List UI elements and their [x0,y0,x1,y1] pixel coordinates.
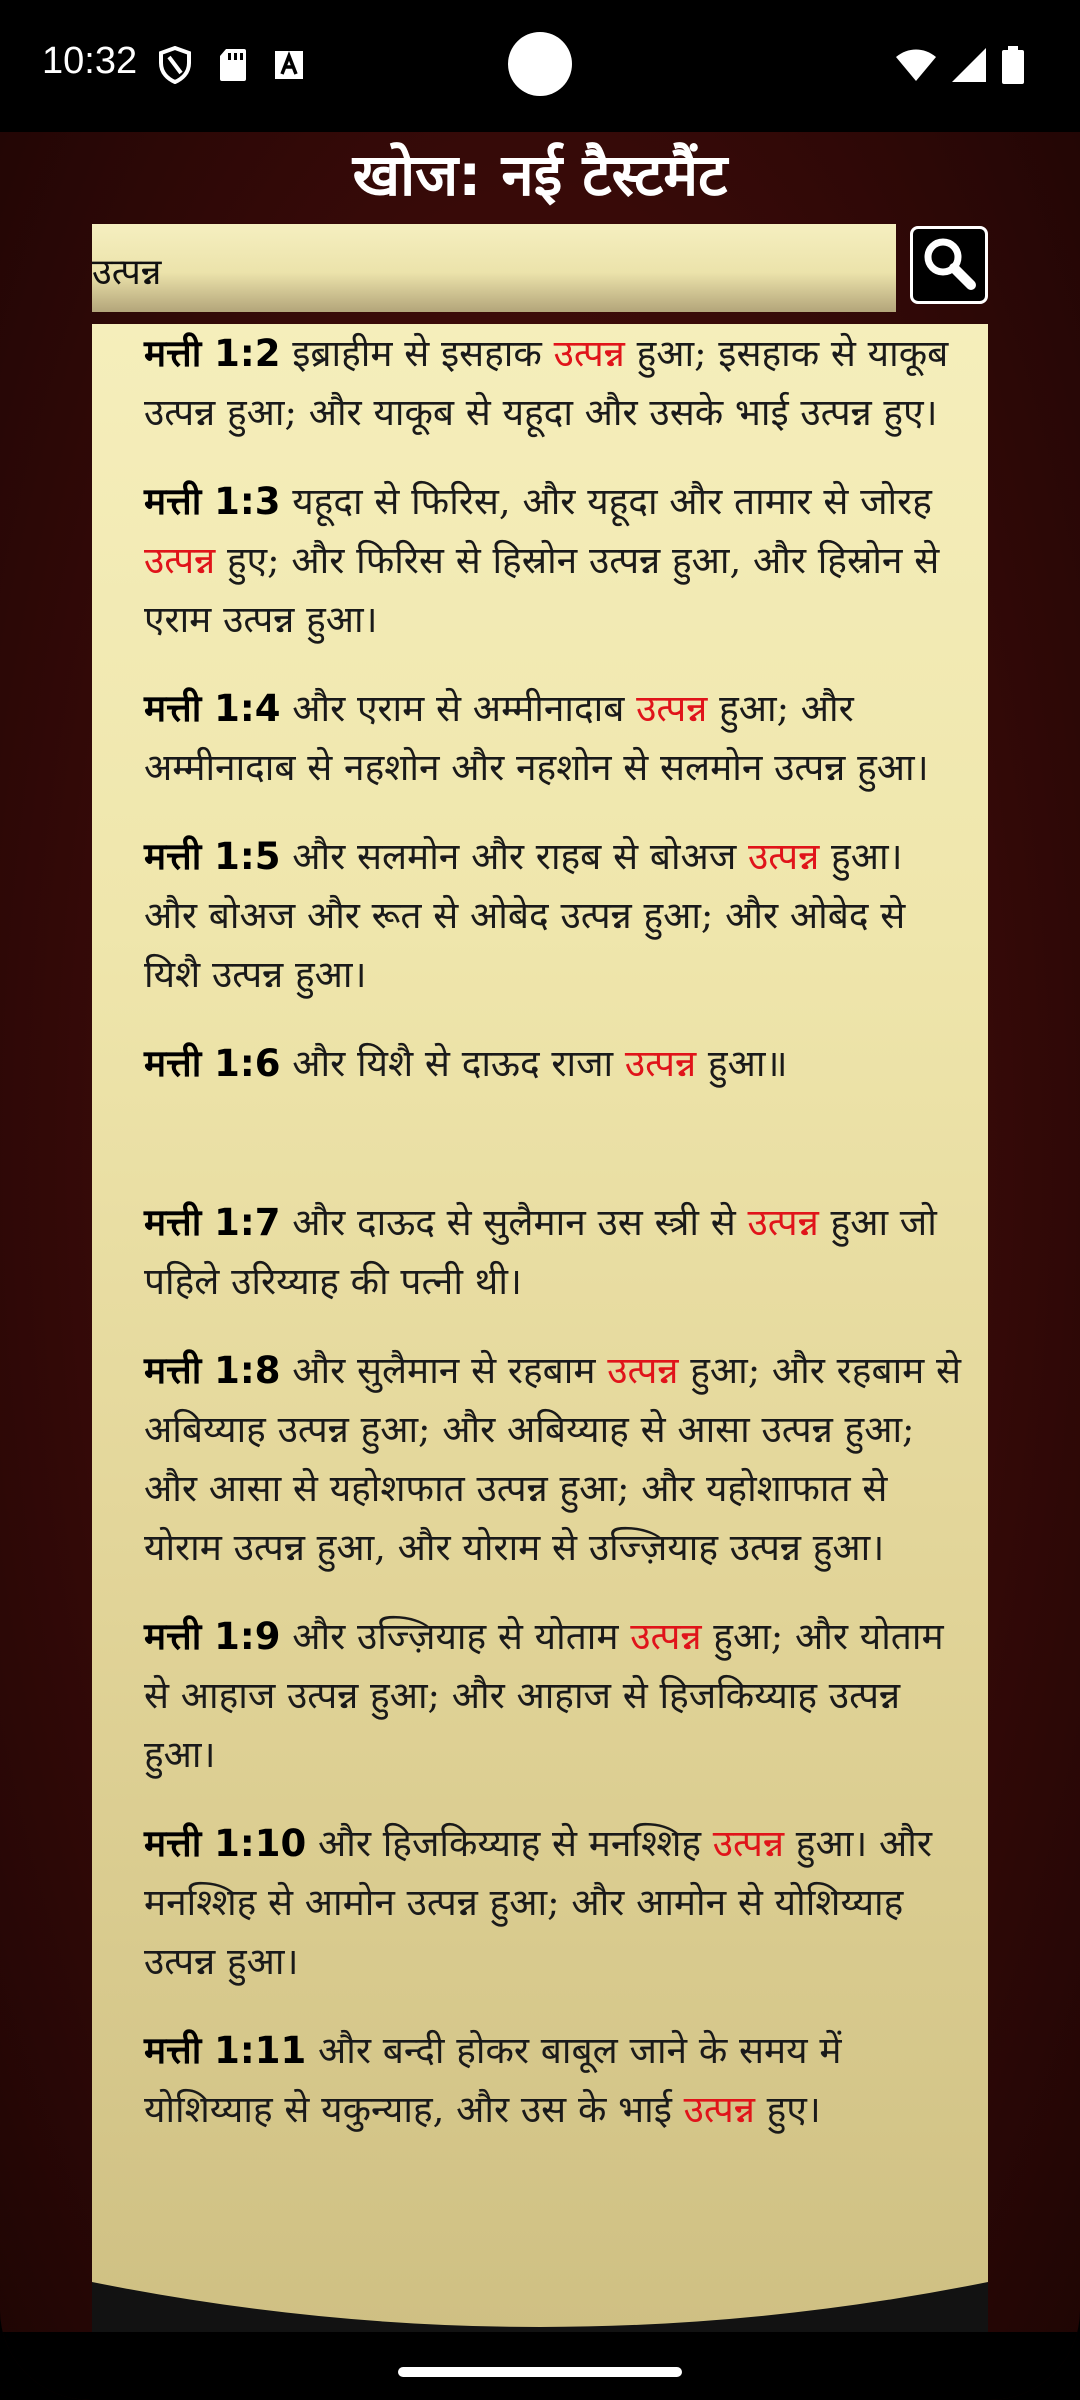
verse-reference: मत्ती 1:11 [144,2029,307,2072]
shield-icon [158,46,192,88]
verse-text-after: हुए; और फिरिस से हिस्रोन उत्पन्न हुआ, और हिस्रोन से एराम उत्पन्न हुआ। [144,539,940,641]
home-gesture-handle[interactable] [398,2367,682,2377]
verse-text-after: हुआ। और बोअज और रूत से ओबेद उत्पन्न हुआ; और ओबेद से यिशै उत्पन्न हुआ। [144,835,906,996]
search-results[interactable] [92,324,988,2330]
verse-text-after: हुआ जो पहिले उरिय्याह की पत्नी थी। [144,1201,937,1303]
verse-reference: मत्ती 1:10 [144,1822,307,1865]
verse-text-before: और सलमोन और राहब से बोअज [292,835,749,878]
verse-reference: मत्ती 1:8 [144,1349,281,1392]
search-icon [921,235,977,295]
verse-match: उत्पन्न [712,1822,785,1865]
verse-item[interactable] [144,1034,964,1093]
verse-reference: मत्ती 1:6 [144,1042,281,1085]
verse-match: उत्पन्न [144,539,216,582]
verse-text-before: और उज्ज़ियाह से योताम [292,1615,631,1658]
verse-reference: मत्ती 1:3 [144,480,281,523]
verse-reference: मत्ती 1:5 [144,835,281,878]
font-a-icon [274,50,304,84]
verse-text-before: और हिजकिय्याह से मनश्शिह [317,1822,713,1865]
wifi-icon [896,49,936,85]
verse-text-before: यहूदा से फिरिस, और यहूदा और तामार से जोरह [292,480,932,523]
verse-text-after: हुआ; इसहाक से याकूब उत्पन्न हुआ; और याकूब से यहूदा और उसके भाई उत्पन्न हुए। [144,332,949,434]
verse-item[interactable] [144,1193,964,1311]
verse-match: उत्पन्न [748,835,820,878]
status-time: 10:32 [42,40,138,82]
search-bar [92,224,988,314]
verse-item[interactable] [144,1814,964,1991]
verse-text-before: इब्राहीम से इसहाक [292,332,554,375]
search-button[interactable] [910,226,988,304]
verse-item[interactable] [144,679,964,797]
verse-text-after: हुआ; और रहबाम से अबिय्याह उत्पन्न हुआ; और अबिय्याह से आसा उत्पन्न हुआ; और आसा से यहोशफात उत्पन्न हुआ; और यहोशाफात से योराम उत्पन्न हुआ, और योराम से उज्ज़ियाह उत्पन्न हुआ। [144,1349,962,1569]
verse-text-after: हुए। [754,2088,821,2131]
verse-match: उत्पन्न [553,332,625,375]
app-area [0,132,1080,2400]
sd-card-icon [218,47,248,87]
signal-icon [952,48,986,86]
verse-text-before: और एराम से अम्मीनादाब [292,687,637,730]
verse-match: उत्पन्न [683,2088,755,2131]
verse-text-before: और बन्दी होकर बाबूल जाने के समय में योशिय्याह से यकुन्याह, और उस के भाई [144,2029,842,2131]
verse-item[interactable] [144,827,964,1004]
verse-item[interactable] [144,2021,964,2139]
verse-match: उत्पन्न [747,1201,819,1244]
verse-item[interactable] [144,1341,964,1577]
verse-text-after: हुआ॥ [696,1042,788,1085]
verse-reference: मत्ती 1:2 [144,332,281,375]
camera-cutout [508,32,572,96]
verse-item[interactable] [144,324,964,442]
verse-reference: मत्ती 1:4 [144,687,281,730]
search-input[interactable] [92,224,896,312]
battery-icon [1002,46,1024,88]
verse-match: उत्पन्न [607,1349,679,1392]
verse-text-after: हुआ; और अम्मीनादाब से नहशोन और नहशोन से सलमोन उत्पन्न हुआ। [144,687,929,789]
verse-reference: मत्ती 1:9 [144,1615,281,1658]
status-icons-left [158,46,304,88]
navigation-bar [0,2332,1080,2400]
verse-reference: मत्ती 1:7 [144,1201,281,1244]
verse-text-after: हुआ; और योताम से आहाज उत्पन्न हुआ; और आहाज से हिजकिय्याह उत्पन्न हुआ। [144,1615,944,1776]
verse-list [144,324,964,2169]
verse-text-before: और दाऊद से सुलैमान उस स्त्री से [292,1201,748,1244]
verse-item[interactable] [144,1607,964,1784]
page-title: खोज: नई टैस्टमैंट [352,141,728,209]
verse-text-before: और सुलैमान से रहबाम [292,1349,608,1392]
verse-match: उत्पन्न [636,687,708,730]
verse-match: उत्पन्न [630,1615,702,1658]
status-bar [0,0,1080,132]
verse-text-after: हुआ। और मनश्शिह से आमोन उत्पन्न हुआ; और आमोन से योशिय्याह उत्पन्न हुआ। [144,1822,933,1983]
verse-match: उत्पन्न [624,1042,697,1085]
status-icons-right [896,46,1024,88]
verse-text-before: और यिशै से दाऊद राजा [292,1042,625,1085]
verse-item[interactable] [144,472,964,649]
